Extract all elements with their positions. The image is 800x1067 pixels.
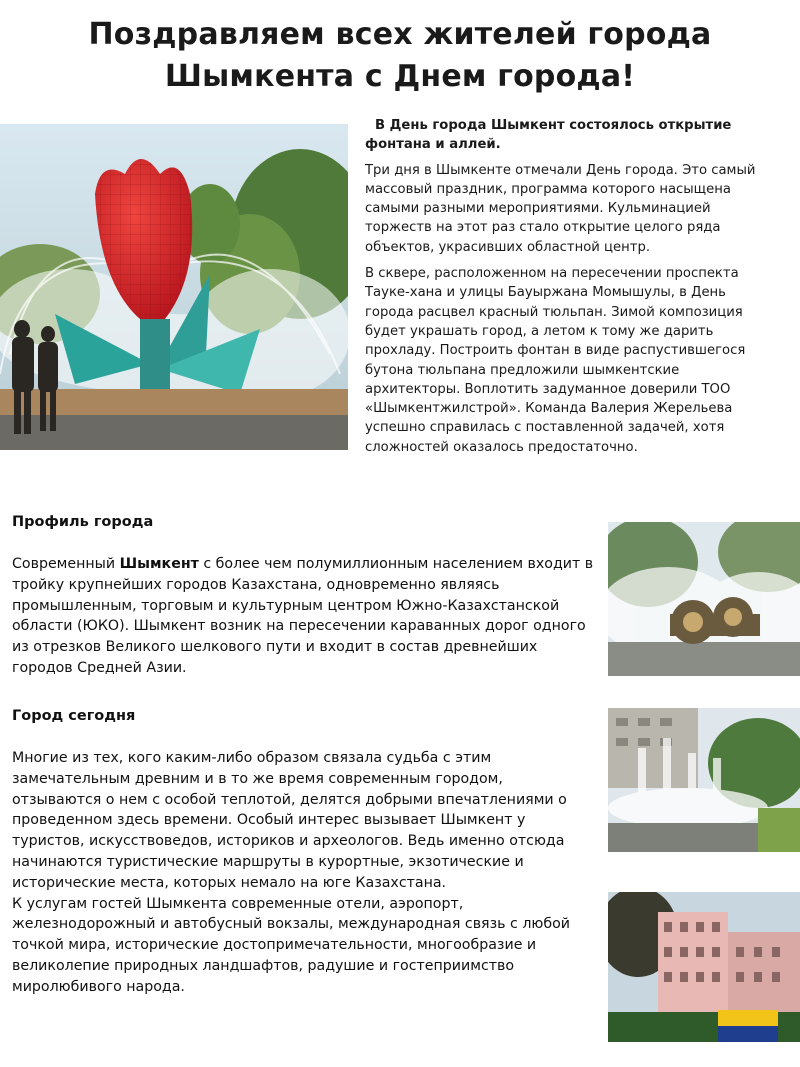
- profile-title: Профиль города: [12, 514, 154, 530]
- profile-city-name: Шымкент: [119, 556, 199, 572]
- today-paragraph: К услугам гостей Шымкента современные отели, аэропорт, железнодорожный и автобусный вокзалы, международная связь с любой точкой мира, исторические достопримечательности, многообразие и великолепие природных ландшафтов, радушие и гостеприимство миролюбивого народа.: [12, 895, 570, 995]
- page-title: [40, 14, 760, 98]
- title-line-2: Шымкента с Днем города!: [164, 59, 636, 94]
- article: [365, 116, 775, 464]
- profile-text-rest: с более чем полумиллионным населением входит в тройку крупнейших городов Казахстана, одновременно являясь промышленным, торговым и культурным центром Южно-Казахстанской области (ЮКО). Шымкент возник на пересечении караванных дорог одного из отрезков Великого шелкового пути и входит в состав древнейших городов Средней Азии.: [12, 556, 594, 676]
- city-buildings-photo: [608, 892, 800, 1042]
- title-line-1: Поздравляем всех жителей города: [88, 17, 712, 52]
- article-paragraph: Три дня в Шымкенте отмечали День города. Это самый массовый праздник, программа которого насыщена самыми разными мероприятиями. Кульминацией торжеств на этот раз стало открытие целого ряда объектов, украсивших областной центр.: [365, 162, 756, 255]
- today-paragraph: Многие из тех, кого каким-либо образом связала судьба с этим замечательным древним и в то же время современным городом, отзываются о нем с особой теплотой, делятся добрыми впечатлениями о проведенном здесь времени. Особый интерес вызывает Шымкент у туристов, искусствоведов, историков и археологов. Ведь именно отсюда начинаются туристические маршруты в курортные, экзотические и исторические места, которых немало на юге Казахстана.: [12, 750, 567, 891]
- today-title: Город сегодня: [12, 708, 136, 724]
- today-text: [12, 748, 594, 998]
- article-heading: В День города Шымкент состоялось открытие фонтана и аллей.: [365, 118, 732, 153]
- profile-text: [12, 554, 594, 679]
- profile-text-start: Современный: [12, 556, 120, 572]
- fountain-sign-photo: [608, 522, 800, 676]
- city-fountain-photo: [608, 708, 800, 852]
- tulip-fountain-photo: [0, 124, 348, 450]
- article-paragraph: В сквере, расположенном на пересечении проспекта Тауке-хана и улицы Бауыржана Момышулы, в День города расцвел красный тюльпан. Зимой композиция будет украшать город, а летом к тому же дарить прохладу. Построить фонтан в виде распустившегося бутона тюльпана предложили шымкентские архитекторы. Воплотить задуманное доверили ТОО «Шымкентжилстрой». Команда Валерия Жерельева успешно справилась с поставленной задачей, хотя сложностей оказалось предостаточно.: [365, 266, 746, 455]
